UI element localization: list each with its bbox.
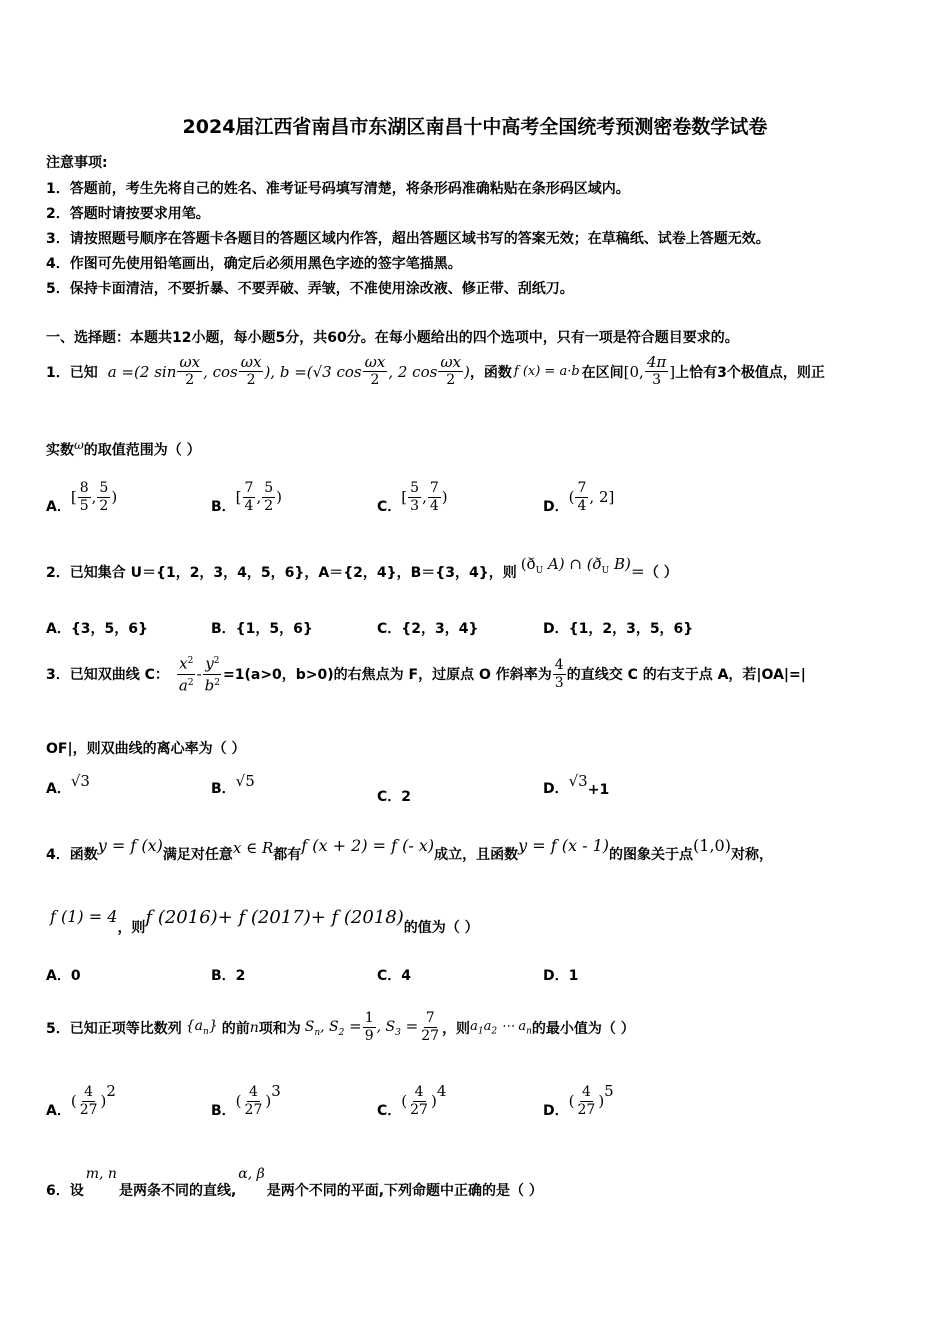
section-heading: 一、选择题：本题共12小题，每小题5分，共60分。在每小题给出的四个选项中，只有一项是符合题目要求的。 (46, 330, 739, 346)
q3-mid: =1(a>0，b>0)的右焦点为 F，过原点 O 作斜率为 (223, 667, 552, 684)
q5-frac1: $\frac{1}{9}$ (364, 1010, 374, 1044)
q4-f2: x ∈ R (232, 839, 274, 857)
q5-option-c[interactable]: C． ( $\frac{4}{27}$ ) 4 (377, 1082, 447, 1119)
note-item: 4．作图可先使用铅笔画出，确定后必须用黑色字迹的签字笔描黑。 (46, 256, 462, 272)
q1-option-a[interactable]: A． [ $\frac{8}{5}$ , $\frac{5}{2}$ ) (46, 479, 118, 515)
q3-option-c[interactable]: C．2 (377, 789, 412, 805)
q1-line2-pre: 实数 (46, 442, 74, 459)
q1-interval-label: 在区间 (581, 364, 624, 381)
question-5 (46, 1010, 635, 1045)
q5-frac2: $\frac{7}{27}$ (421, 1010, 440, 1044)
question-3-line2: OF|，则双曲线的离心率为（ ） (46, 741, 246, 757)
q1-option-b[interactable]: B． [ $\frac{7}{4}$ , $\frac{5}{2}$ ) (211, 479, 283, 515)
q2-expr: ($ð_U$ A) ∩ ($ð_U$ B) (520, 554, 631, 576)
q3-minus: - (196, 665, 202, 684)
note-item: 1．答题前，考生先将自己的姓名、准考证号码填写清楚，将条形码准确粘贴在条形码区域内。 (46, 181, 630, 197)
q4-t1: 满足对任意 (162, 847, 233, 863)
q4-t3: 成立，且函数 (434, 847, 519, 863)
question-4-line2 (50, 907, 479, 937)
q1-vec-a: a =(2 sin (107, 362, 177, 381)
q1-func-label: ，函数 (469, 364, 512, 381)
q1-interval-close: ] (669, 362, 676, 381)
q2-tail: ＝（ ） (630, 565, 678, 581)
q4-f3: f (x + 2) = f (- x) (301, 836, 435, 855)
q3-option-a[interactable]: A． √3 (46, 772, 90, 797)
q1-2cos: , 2 cos (388, 362, 438, 381)
q4-l2t1: ，则 (117, 920, 146, 936)
q5-t3: ，则 (442, 1020, 471, 1037)
q3-frac-y: $\frac{y^2}{b^2}$ (204, 654, 220, 695)
page-title: 2024届江西省南昌市东湖区南昌十中高考全国统考预测密卷数学试卷 (182, 116, 768, 138)
q6-ab: α, β (238, 1166, 265, 1182)
question-6 (46, 1166, 543, 1200)
q1-frac: $\frac{\omega x}{2}$ (440, 353, 462, 388)
q3-pre: 3．已知双曲线 C： (46, 667, 169, 684)
q4-option-b[interactable]: B．2 (211, 968, 246, 984)
q5-n: n (249, 1019, 259, 1036)
q2-option-b[interactable]: B．{1，5，6} (211, 621, 313, 637)
notes-heading: 注意事项: (46, 155, 108, 171)
q5-prod: $a_1a_2$ ⋯ $a_n$ (470, 1018, 532, 1037)
q2-option-c[interactable]: C．{2，3，4} (377, 621, 479, 637)
note-item: 2．答题时请按要求用笔。 (46, 206, 210, 222)
q1-func: f (x) = a·b (513, 364, 580, 379)
q4-option-d[interactable]: D．1 (543, 968, 579, 984)
q5-t1: 的前 (221, 1020, 250, 1037)
q2-option-d[interactable]: D．{1，2，3，5，6} (543, 621, 694, 637)
q5-s3: , $S_3$ = (376, 1017, 419, 1038)
question-1 (46, 354, 825, 389)
q1-interval-frac: $\frac{4\pi}{3}$ (646, 353, 667, 388)
q4-l2f1: f (1) = 4 (50, 907, 118, 926)
q3-option-d[interactable]: D． √3 +1 (543, 772, 610, 798)
q6-t2: 是两个不同的平面,下列命题中正确的是（ ） (266, 1183, 543, 1199)
q1-num: 1．已知 (46, 364, 98, 381)
q4-t4: 的图象关于点 (609, 847, 694, 863)
question-1-line2 (46, 438, 201, 460)
q1-frac: $\frac{\omega x}{2}$ (240, 353, 262, 388)
q4-t5: 对称， (730, 847, 773, 863)
q4-f5: (1,0) (693, 836, 731, 855)
q4-option-a[interactable]: A．0 (46, 968, 81, 984)
q1-option-c[interactable]: C． [ $\frac{5}{3}$ , $\frac{7}{4}$ ) (377, 479, 448, 515)
q1-interval-open: [0, (623, 362, 644, 381)
q5-pre: 5．已知正项等比数列 (46, 1020, 182, 1037)
q5-option-a[interactable]: A． ( $\frac{4}{27}$ ) 2 (46, 1082, 116, 1119)
q1-frac: $\frac{\omega x}{2}$ (364, 353, 386, 388)
note-item: 5．保持卡面清洁，不要折暴、不要弄破、弄皱，不准使用涂改液、修正带、刮纸刀。 (46, 281, 574, 297)
q3-frac-x: $\frac{x^2}{a^2}$ (178, 654, 194, 695)
q1-line2-post: 的取值范围为（ ） (83, 442, 201, 459)
q6-pre: 6．设 (46, 1183, 84, 1199)
q1-tail: 上恰有3个极值点，则正 (675, 364, 825, 381)
q5-option-d[interactable]: D． ( $\frac{4}{27}$ ) 5 (543, 1082, 614, 1119)
q5-option-b[interactable]: B． ( $\frac{4}{27}$ ) 3 (211, 1082, 281, 1119)
q5-tail: 的最小值为（ ） (531, 1020, 635, 1037)
q4-pre: 4．函数 (46, 847, 98, 863)
q3-tail: 的直线交 C 的右支于点 A，若|OA|=| (566, 667, 806, 684)
q4-l2f2: f (2016)+ f (2017)+ f (2018) (145, 907, 404, 928)
q4-l2t2: 的值为（ ） (403, 920, 479, 936)
q1-close: ) (464, 362, 470, 381)
q4-f1: y = f (x) (97, 836, 163, 855)
q1-frac: $\frac{\omega x}{2}$ (179, 353, 201, 388)
note-item: 3．请按照题号顺序在答题卡各题目的答题区域内作答，超出答题区域书写的答案无效；在草稿纸、试卷上答题无效。 (46, 231, 770, 247)
q5-seq: $\{a_n\}$ (185, 1018, 218, 1037)
q6-t1: 是两条不同的直线, (118, 1183, 237, 1199)
q5-s-expr: $S_n$, $S_2$ = (304, 1017, 362, 1038)
q1-option-d[interactable]: D． ( $\frac{7}{4}$ , 2] (543, 479, 615, 515)
q3-slope: $\frac{4}{3}$ (554, 656, 564, 691)
q6-mn: m, n (85, 1166, 117, 1182)
q5-t2: 项和为 (258, 1020, 301, 1037)
q2-option-a[interactable]: A．{3，5，6} (46, 621, 149, 637)
q1-cos: , cos (203, 362, 238, 381)
q4-f4: y = f (x - 1) (518, 836, 610, 855)
question-4 (46, 836, 773, 864)
question-2 (46, 554, 678, 582)
question-3 (46, 653, 806, 695)
q1-omega: ω (74, 438, 84, 452)
q4-t2: 都有 (273, 847, 302, 863)
q1-vec-b: ), b =(√3 cos (264, 362, 362, 381)
q3-option-b[interactable]: B． √5 (211, 772, 255, 797)
q4-option-c[interactable]: C．4 (377, 968, 412, 984)
q2-text: 2．已知集合 U＝{1，2，3，4，5，6}，A＝{2，4}，B＝{3，4}，则 (46, 565, 517, 581)
